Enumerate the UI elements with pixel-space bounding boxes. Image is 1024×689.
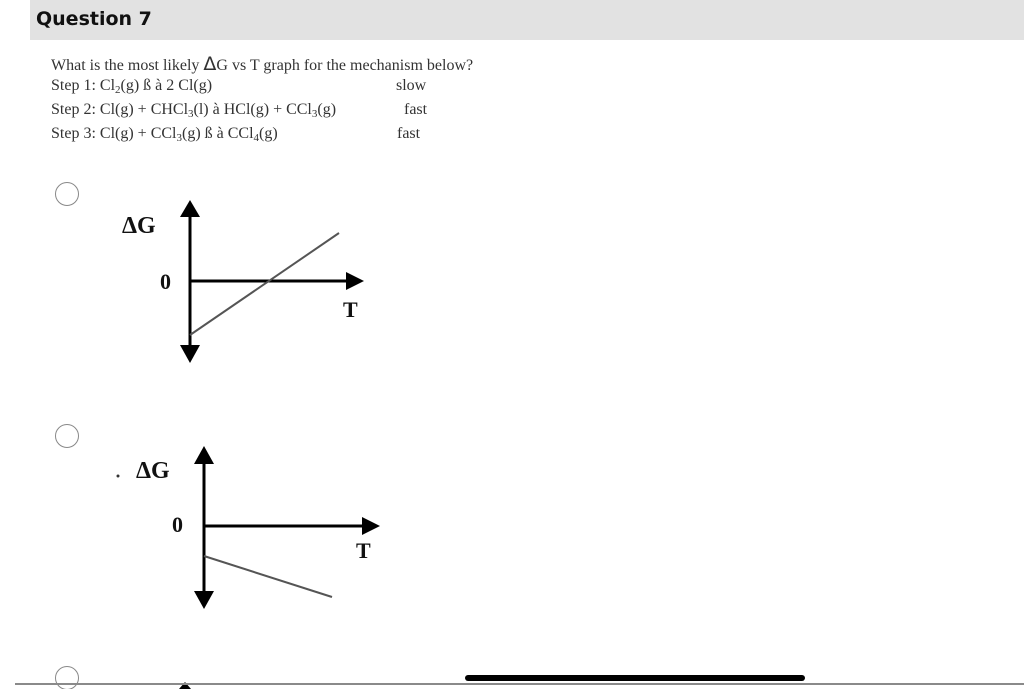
zero-label: 0 <box>160 269 171 294</box>
step-3: Step 3: Cl(g) + CCl$_3$(g) ß à CCl$_4$(g) <box>51 125 278 144</box>
question-header <box>30 0 1024 40</box>
zero-label: 0 <box>172 512 183 537</box>
step-2: Step 2: Cl(g) + CHCl$_3$(l) à HCl(g) + CCl$_3$(g) <box>51 101 337 120</box>
y-axis-arrow-up <box>194 446 214 464</box>
x-axis-label: T <box>356 538 371 563</box>
option-a-radio[interactable] <box>55 182 79 206</box>
option-a-graph[interactable] <box>110 195 380 370</box>
option-b-radio[interactable] <box>55 424 79 448</box>
delta-g-line <box>204 556 332 597</box>
stray-dot <box>117 475 120 478</box>
question-prompt: What is the most likely ΔG vs T graph for the mechanism below? <box>51 53 474 75</box>
step-2-rate: fast <box>404 101 428 118</box>
y-axis-arrow-down <box>180 345 200 363</box>
y-axis-label: ΔG <box>136 458 170 484</box>
y-axis-arrow-down <box>194 591 214 609</box>
question-title: Question 7 <box>36 8 152 30</box>
delta-g-line <box>190 233 339 335</box>
step-1: Step 1: $Cl_2(g)$ ß à 2 Cl(g) <box>51 77 213 96</box>
bottom-divider <box>15 683 1024 685</box>
x-axis-arrow <box>346 272 364 290</box>
y-axis-label: ΔG <box>122 213 156 239</box>
delta-symbol: Δ <box>203 53 217 75</box>
option-b-graph[interactable] <box>110 440 390 620</box>
y-axis-arrow-up <box>180 200 200 217</box>
option-c-radio[interactable] <box>55 666 79 689</box>
home-indicator[interactable] <box>465 675 805 681</box>
x-axis-arrow <box>362 517 380 535</box>
step-3-rate: fast <box>397 125 421 142</box>
step-1-rate: slow <box>396 77 427 94</box>
x-axis-label: T <box>343 297 358 322</box>
